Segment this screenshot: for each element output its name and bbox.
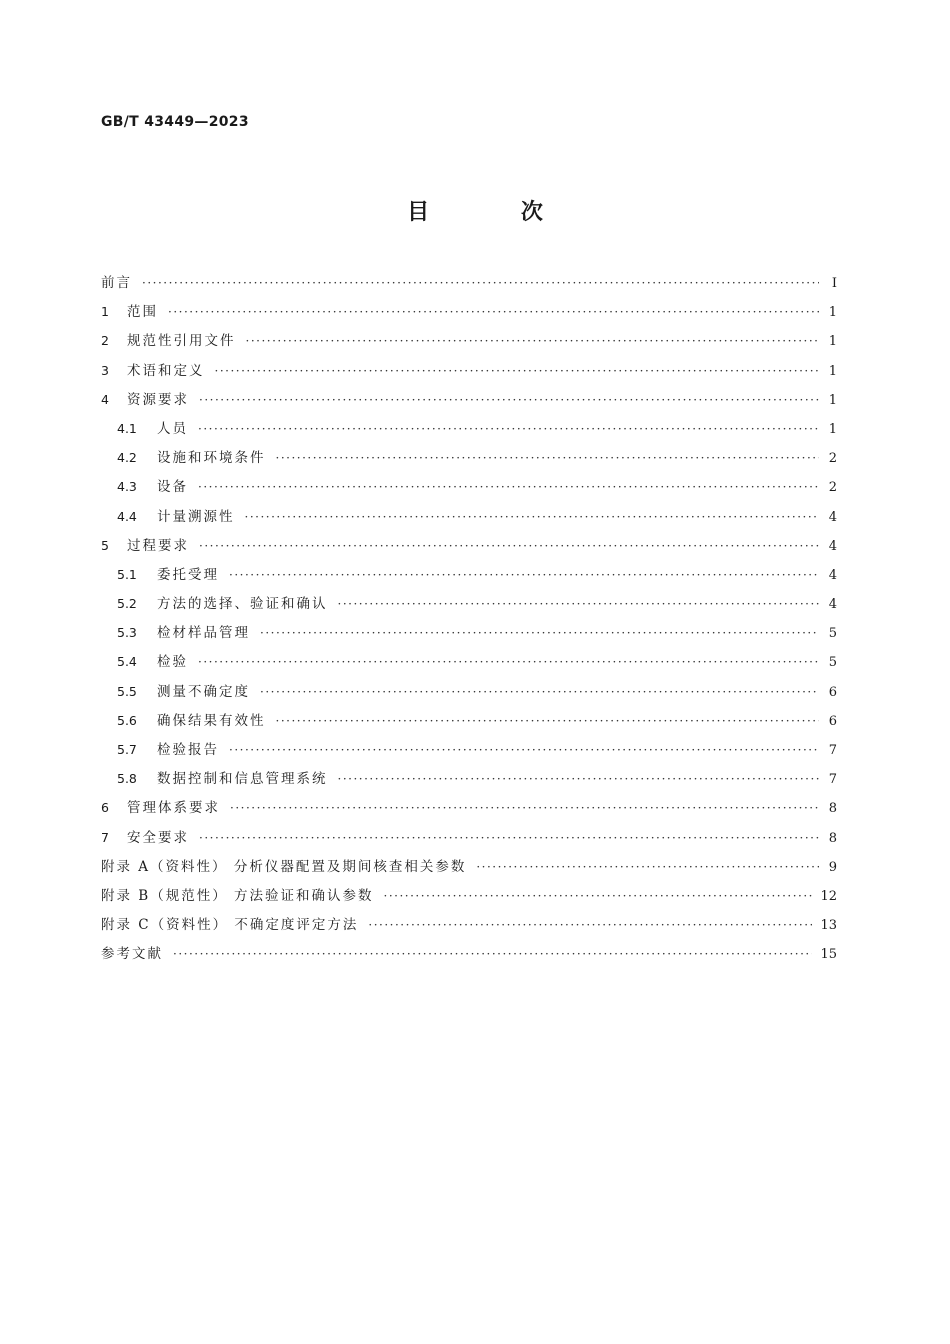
toc-entry-page: 12	[820, 888, 837, 904]
toc-dot-leader	[260, 685, 819, 699]
toc-entry[interactable]	[101, 534, 837, 563]
toc-dot-leader	[168, 305, 819, 319]
toc-entry-page: 5	[828, 655, 837, 671]
toc-entry-page: 6	[828, 684, 837, 700]
toc-entry-label: 检验	[157, 654, 188, 671]
toc-entry-label: 管理体系要求	[127, 800, 220, 817]
toc-entry[interactable]	[101, 826, 837, 855]
toc-entry-number: 2	[101, 333, 109, 349]
toc-entry-label: 计量溯源性	[157, 508, 235, 525]
toc-entry-page: 5	[828, 626, 837, 642]
toc-entry-label: 检材样品管理	[157, 625, 250, 642]
toc-entry-label: 委托受理	[157, 566, 219, 583]
toc-entry-label: 范围	[127, 304, 158, 321]
toc-entry[interactable]	[101, 884, 837, 913]
toc-entry-page: 1	[828, 334, 837, 350]
toc-entry[interactable]	[101, 709, 837, 738]
toc-entry-label: 设备	[157, 479, 188, 496]
toc-entry[interactable]	[101, 417, 837, 446]
toc-dot-leader	[384, 889, 813, 903]
toc-entry-label: 前言	[101, 275, 132, 291]
toc-entry[interactable]	[101, 942, 837, 971]
toc-entry-number: 4.3	[117, 479, 137, 495]
toc-entry-number: 1	[101, 304, 109, 320]
toc-entry[interactable]	[101, 359, 837, 388]
toc-dot-leader	[338, 772, 820, 786]
toc-entry-label: 设施和环境条件	[157, 450, 266, 467]
toc-entry-number: 4.2	[117, 450, 137, 466]
toc-entry-number: 5.7	[117, 742, 137, 757]
toc-entry-page: Ⅰ	[831, 276, 837, 291]
toc-entry-label: 附录 C（资料性） 不确定度评定方法	[101, 917, 359, 934]
toc-dot-leader	[246, 334, 820, 348]
toc-entry[interactable]	[101, 446, 837, 475]
toc-entry[interactable]	[101, 767, 837, 796]
toc-entry[interactable]	[101, 329, 837, 358]
toc-entry-label: 规范性引用文件	[127, 333, 236, 350]
toc-entry-page: 1	[828, 392, 837, 408]
toc-dot-leader	[229, 568, 819, 582]
toc-dot-leader	[198, 480, 819, 494]
toc-dot-leader	[199, 831, 819, 845]
toc-dot-leader	[245, 510, 820, 524]
toc-entry-number: 5.8	[117, 771, 137, 787]
toc-entry[interactable]	[101, 913, 837, 942]
toc-entry-label: 人员	[157, 420, 188, 437]
toc-entry-page: 7	[828, 772, 837, 788]
toc-entry-page: 4	[828, 567, 837, 583]
toc-entry[interactable]	[101, 855, 837, 884]
toc-dot-leader	[230, 801, 819, 815]
toc-entry-number: 5.4	[117, 654, 137, 670]
toc-entry-number: 5.5	[117, 683, 137, 699]
toc-entry-label: 检验报告	[157, 742, 219, 758]
toc-entry-number: 5.3	[117, 625, 137, 641]
toc-entry[interactable]	[101, 475, 837, 504]
toc-dot-leader	[260, 626, 819, 640]
toc-entry-page: 6	[828, 713, 837, 729]
toc-entry-number: 4	[101, 391, 109, 407]
toc-entry-page: 1	[828, 421, 837, 437]
toc-entry-page: 13	[820, 918, 837, 934]
toc-entry[interactable]	[101, 650, 837, 679]
toc-entry-label: 测量不确定度	[157, 683, 250, 700]
toc-entry-label: 方法的选择、验证和确认	[157, 596, 328, 613]
toc-entry-page: 8	[828, 801, 837, 817]
toc-entry-page: 8	[828, 830, 837, 846]
page-title: 目 次	[407, 200, 585, 225]
toc-entry-page: 4	[828, 509, 837, 525]
toc-entry-page: 2	[828, 451, 837, 467]
toc-entry-page: 1	[828, 305, 837, 321]
toc-entry[interactable]	[101, 505, 837, 534]
toc-dot-leader	[476, 860, 819, 874]
toc-entry[interactable]	[101, 621, 837, 650]
toc-entry-label: 确保结果有效性	[157, 712, 266, 729]
toc-entry-label: 术语和定义	[127, 362, 205, 379]
toc-entry-page: 2	[828, 480, 837, 496]
toc-entry-page: 4	[828, 538, 837, 554]
toc-entry-label: 过程要求	[127, 537, 189, 554]
toc-entry-number: 5.2	[117, 596, 137, 612]
toc-dot-leader	[142, 276, 819, 290]
toc-dot-leader	[199, 393, 819, 407]
toc-entry-page: 7	[828, 743, 837, 758]
toc-entry-label: 参考文献	[101, 946, 163, 963]
toc-entry[interactable]	[101, 592, 837, 621]
standard-code: GB/T 43449—2023	[101, 114, 249, 130]
toc-entry[interactable]	[101, 738, 837, 767]
toc-entry-number: 5.6	[117, 712, 137, 728]
toc-entry[interactable]	[101, 563, 837, 592]
toc-entry-page: 15	[820, 947, 837, 963]
table-of-contents	[101, 271, 837, 972]
toc-entry-number: 4.1	[117, 420, 137, 436]
toc-dot-leader	[229, 743, 819, 757]
toc-dot-leader	[215, 364, 820, 378]
toc-entry[interactable]	[101, 680, 837, 709]
toc-entry-number: 7	[101, 829, 109, 845]
toc-dot-leader	[173, 947, 812, 961]
toc-entry-label: 附录 B（规范性） 方法验证和确认参数	[101, 887, 374, 904]
toc-dot-leader	[276, 451, 820, 465]
toc-entry-label: 数据控制和信息管理系统	[157, 771, 328, 788]
toc-entry-label: 安全要求	[127, 829, 189, 846]
toc-entry-label: 资源要求	[127, 391, 189, 408]
toc-entry-page: 9	[828, 859, 837, 875]
toc-dot-leader	[198, 422, 819, 436]
toc-entry-number: 6	[101, 800, 109, 816]
toc-dot-leader	[276, 714, 820, 728]
toc-entry-number: 5	[101, 537, 109, 553]
toc-dot-leader	[199, 539, 819, 553]
toc-entry[interactable]	[101, 300, 837, 329]
toc-entry[interactable]	[101, 271, 837, 300]
toc-entry-number: 4.4	[117, 508, 137, 524]
toc-dot-leader	[368, 918, 812, 932]
toc-entry-label: 附录 A（资料性） 分析仪器配置及期间核查相关参数	[101, 858, 467, 875]
toc-entry[interactable]	[101, 388, 837, 417]
toc-entry-page: 1	[828, 363, 837, 379]
toc-entry-number: 5.1	[117, 566, 137, 582]
toc-entry-page: 4	[828, 597, 837, 613]
toc-entry[interactable]	[101, 796, 837, 825]
toc-dot-leader	[198, 655, 819, 669]
toc-entry-number: 3	[101, 362, 109, 378]
toc-dot-leader	[338, 597, 820, 611]
